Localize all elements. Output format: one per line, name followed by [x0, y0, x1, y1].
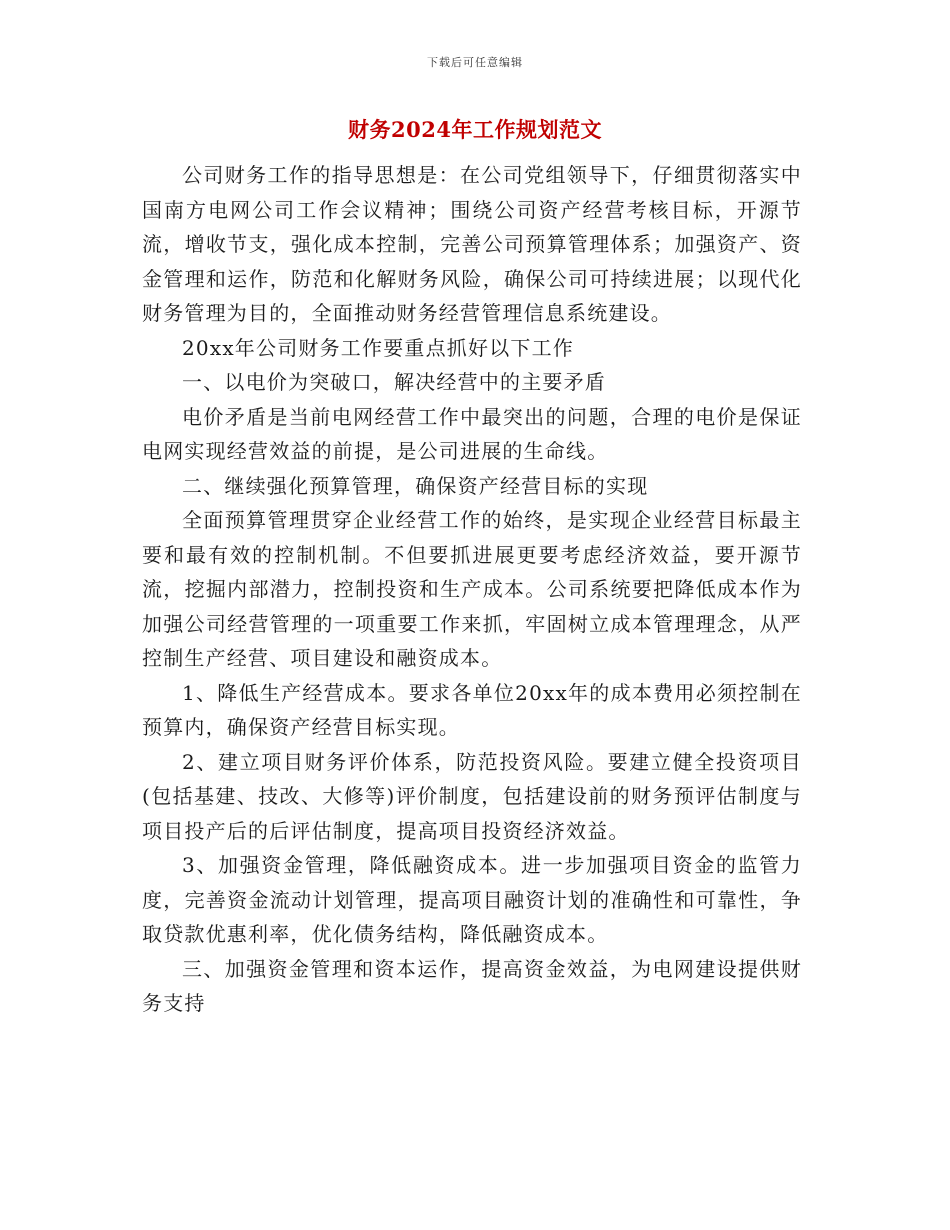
- header-note: 下载后可任意编辑: [427, 56, 523, 69]
- list-item-2: 2、建立项目财务评价体系，防范投资风险。要建立健全投资项目(包括基建、技改、大修等)评价制度，包括建设前的财务预评估制度与项目投产后的后评估制度，提高项目投资经济效益。: [142, 749, 802, 843]
- document-title: 财务2024年工作规划范文: [348, 117, 602, 142]
- paragraph-guiding-thought: 公司财务工作的指导思想是：在公司党组领导下，仔细贯彻落实中国南方电网公司工作会议精神；围绕公司资产经营考核目标，开源节流，增收节支，强化成本控制，完善公司预算管理体系；加强资产、资金管理和运作，防范和化解财务风险，确保公司可持续进展；以现代化财务管理为目的，全面推动财务经营管理信息系统建设。: [142, 163, 802, 325]
- section-heading-2: 二、继续强化预算管理，确保资产经营目标的实现: [182, 473, 649, 498]
- list-item-1: 1、降低生产经营成本。要求各单位20xx年的成本费用必须控制在预算内，确保资产经营目标实现。: [142, 680, 802, 739]
- paragraph-budget-management: 全面预算管理贯穿企业经营工作的始终，是实现企业经营目标最主要和最有效的控制机制。不但要抓进展更要考虑经济效益，要开源节流，挖掘内部潜力，控制投资和生产成本。公司系统要把降低成本作为加强公司经营管理的一项重要工作来抓，牢固树立成本管理理念，从严控制生产经营、项目建设和融资成本。: [142, 508, 802, 670]
- document-body: [142, 158, 802, 1021]
- section-heading-1: 一、以电价为突破口，解决经营中的主要矛盾: [182, 370, 606, 394]
- list-item-3: 3、加强资金管理，降低融资成本。进一步加强项目资金的监管力度，完善资金流动计划管理，提高项目融资计划的准确性和可靠性，争取贷款优惠利率，优化债务结构，降低融资成本。: [142, 853, 802, 946]
- paragraph-key-work-intro: 20xx年公司财务工作要重点抓好以下工作: [182, 335, 575, 360]
- section-heading-3: 三、加强资金管理和资本运作，提高资金效益，为电网建设提供财务支持: [142, 956, 802, 1015]
- paragraph-electricity-price: 电价矛盾是当前电网经营工作中最突出的问题，合理的电价是保证电网实现经营效益的前提，是公司进展的生命线。: [142, 404, 802, 463]
